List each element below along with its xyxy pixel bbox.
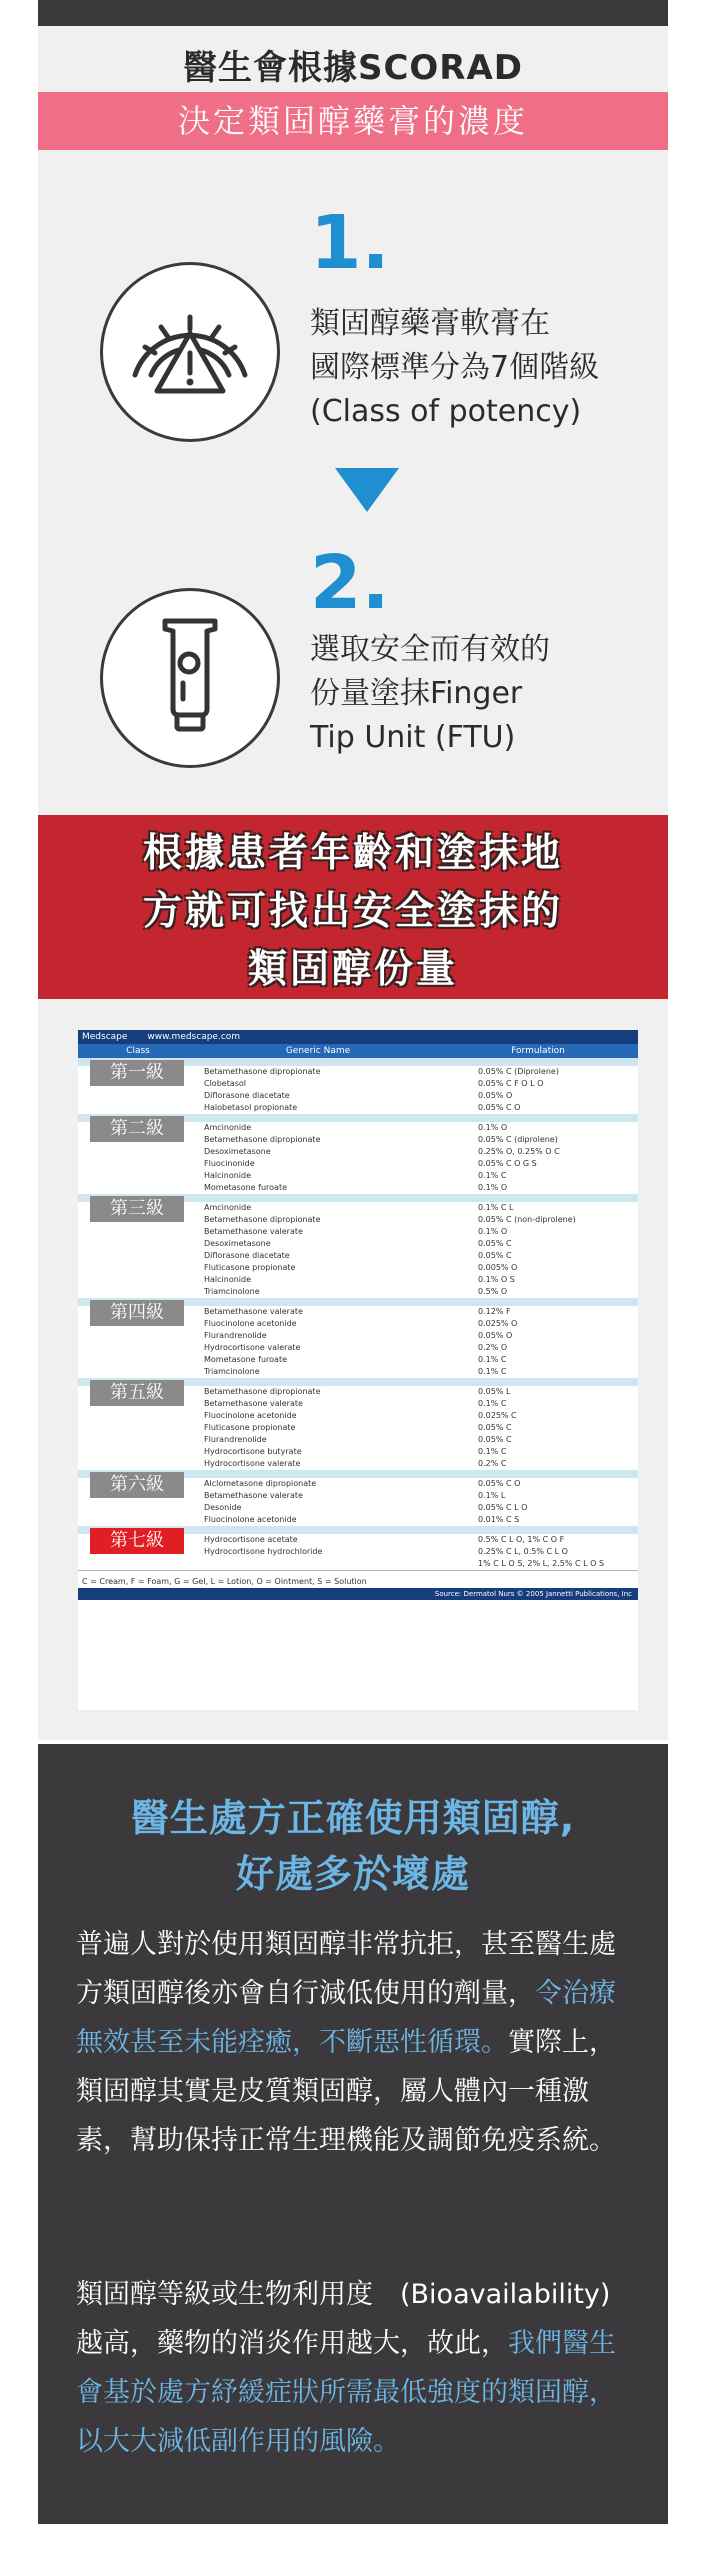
table-row	[198, 1274, 638, 1286]
banner-line	[0, 883, 706, 941]
group-body	[78, 1530, 638, 1570]
group-body	[78, 1118, 638, 1194]
potency-group	[78, 1378, 638, 1470]
table-row	[198, 1318, 638, 1330]
formulation-cell: 0.1% O	[478, 1123, 508, 1132]
paragraph-highlight: 令治療無效甚至未能痊癒，不斷惡性循環。	[76, 1978, 616, 2058]
generic-name-cell: Hydrocortisone hydrochloride	[204, 1547, 323, 1556]
potency-group	[78, 1470, 638, 1526]
generic-name-cell: Betamethasone dipropionate	[204, 1387, 321, 1396]
banner-line	[0, 825, 706, 883]
table-site-header	[78, 1030, 638, 1044]
generic-name-cell: Desonide	[204, 1503, 242, 1512]
class-badge: 第二級	[90, 1116, 184, 1142]
col-class: Class	[126, 1046, 150, 1056]
table-row	[198, 1478, 638, 1490]
table-row	[198, 1366, 638, 1378]
group-label-cell	[78, 1302, 198, 1378]
table-row	[198, 1434, 638, 1446]
generic-name-cell: Diflorasone diacetate	[204, 1251, 290, 1260]
group-rows	[198, 1534, 638, 1570]
group-body	[78, 1302, 638, 1378]
generic-name-cell: Amcinonide	[204, 1203, 252, 1212]
formulation-cell: 0.05% C (non-diprolene)	[478, 1215, 576, 1224]
table-row	[198, 1386, 638, 1398]
formulation-cell: 0.05% C	[478, 1435, 512, 1444]
paragraph-1	[76, 1920, 636, 2165]
generic-name-cell: Triamcinolone	[204, 1287, 260, 1296]
potency-group	[78, 1298, 638, 1378]
group-label-cell	[78, 1062, 198, 1114]
class-badge: 第六級	[90, 1472, 184, 1498]
step-2-line: Tip Unit (FTU)	[310, 720, 516, 755]
table-legend: C = Cream, F = Foam, G = Gel, L = Lotion, O = Ointment, S = Solution	[78, 1570, 638, 1588]
table-row	[198, 1514, 638, 1526]
paragraph-highlight: 我們醫生會基於處方紓緩症狀所需最低強度的類固醇，以大大減低副作用的風險。	[76, 2328, 616, 2457]
table-row	[198, 1446, 638, 1458]
table-row	[198, 1398, 638, 1410]
class-badge: 第五級	[90, 1380, 184, 1406]
formulation-cell: 0.05% C	[478, 1239, 512, 1248]
step-1-text	[310, 302, 599, 434]
table-row	[198, 1286, 638, 1298]
table-row	[198, 1090, 638, 1102]
section-title	[38, 1790, 668, 1902]
formulation-cell: 0.1% O	[478, 1183, 508, 1192]
table-row	[198, 1458, 638, 1470]
group-body	[78, 1382, 638, 1470]
formulation-cell: 0.05% C	[478, 1251, 512, 1260]
table-row	[198, 1422, 638, 1434]
class-badge: 第七級	[90, 1528, 184, 1554]
formulation-cell: 0.2% O	[478, 1343, 508, 1352]
paragraph-2	[76, 2270, 636, 2466]
table-row	[198, 1330, 638, 1342]
banner-line-text: 根據患者年齡和塗抹地	[142, 831, 563, 876]
formulation-cell: 0.05% C	[478, 1423, 512, 1432]
table-row	[198, 1262, 638, 1274]
generic-name-cell: Amcinonide	[204, 1123, 252, 1132]
table-row	[198, 1134, 638, 1146]
formulation-cell: 0.1% C	[478, 1355, 507, 1364]
group-label-cell	[78, 1530, 198, 1570]
generic-name-cell: Alclometasone dipropionate	[204, 1479, 317, 1488]
generic-name-cell: Triamcinolone	[204, 1367, 260, 1376]
warning-gauge-icon	[100, 262, 280, 442]
table-row	[198, 1502, 638, 1514]
formulation-cell: 0.1% C	[478, 1171, 507, 1180]
banner-line-text: 方就可找出安全塗抹的	[142, 889, 563, 934]
generic-name-cell: Fluocinolone acetonide	[204, 1319, 297, 1328]
table-row	[198, 1534, 638, 1546]
cream-tube-icon	[100, 588, 280, 768]
formulation-cell: 0.05% O	[478, 1091, 513, 1100]
site-url: www.medscape.com	[147, 1032, 241, 1042]
step-2-text	[310, 628, 550, 760]
generic-name-cell	[198, 1558, 438, 1570]
generic-name-cell: Halcinonide	[204, 1275, 252, 1284]
formulation-cell: 0.05% C O	[478, 1479, 521, 1488]
generic-name-cell: Betamethasone dipropionate	[204, 1215, 321, 1224]
banner-text	[0, 815, 706, 999]
banner-line-text: 類固醇份量	[247, 947, 458, 992]
table-row	[198, 1066, 638, 1078]
paragraph-text: 實際上，類固醇其實是皮質類固醇，屬人體內一種激素，幫助保持正常生理機能及調節免疫系統。	[76, 2027, 616, 2156]
formulation-cell: 0.1% C	[478, 1447, 507, 1456]
formulation-cell: 0.01% C S	[478, 1515, 520, 1524]
generic-name-cell: Betamethasone valerate	[204, 1491, 303, 1500]
group-rows	[198, 1478, 638, 1526]
formulation-cell: 0.05% C (Diprolene)	[478, 1067, 559, 1076]
section-title-line: 醫生處方正確使用類固醇,	[130, 1796, 576, 1840]
generic-name-cell: Mometasone furoate	[204, 1183, 288, 1192]
generic-name-cell: Fluticasone propionate	[204, 1263, 296, 1272]
table-row	[198, 1182, 638, 1194]
generic-name-cell: Hydrocortisone acetate	[204, 1535, 298, 1544]
table-row	[198, 1170, 638, 1182]
formulation-cell: 0.05% C O G S	[478, 1159, 537, 1168]
generic-name-cell: Betamethasone dipropionate	[204, 1135, 321, 1144]
generic-name-cell: Betamethasone valerate	[204, 1227, 303, 1236]
paragraph-text: 類固醇等級或生物利用度 (Bioavailability)越高，藥物的消炎作用越大，故此，	[76, 2279, 611, 2359]
formulation-cell: 1% C L O S, 2% L, 2.5% C L O S	[478, 1559, 605, 1568]
formulation-cell: 0.05% C (diprolene)	[478, 1135, 558, 1144]
table-row	[198, 1146, 638, 1158]
table-row	[198, 1122, 638, 1134]
page-title: 醫生會根據SCORAD	[182, 48, 524, 88]
generic-name-cell: Desoximetasone	[204, 1147, 271, 1156]
generic-name-cell: Diflorasone diacetate	[204, 1091, 290, 1100]
table-row	[198, 1238, 638, 1250]
table-source: Source: Dermatol Nurs © 2005 Jannetti Publications, Inc	[78, 1588, 638, 1600]
generic-name-cell: Mometasone furoate	[204, 1355, 288, 1364]
formulation-cell: 0.5% O	[478, 1287, 508, 1296]
group-rows	[198, 1066, 638, 1114]
table-row	[198, 1202, 638, 1214]
col-generic-name: Generic Name	[285, 1046, 351, 1056]
group-rows	[198, 1306, 638, 1378]
generic-name-cell: Fluocinolone acetonide	[204, 1515, 297, 1524]
formulation-cell: 0.25% O, 0.25% O C	[478, 1147, 560, 1156]
potency-table	[78, 1030, 638, 1710]
generic-name-cell: Hydrocortisone valerate	[204, 1343, 301, 1352]
generic-name-cell: Clobetasol	[204, 1079, 247, 1088]
formulation-cell: 0.1% C	[478, 1367, 507, 1376]
generic-name-cell: Betamethasone valerate	[204, 1307, 303, 1316]
generic-name-cell: Fluocinolone acetonide	[204, 1411, 297, 1420]
table-row	[198, 1214, 638, 1226]
down-arrow-icon	[335, 468, 399, 512]
group-body	[78, 1474, 638, 1526]
generic-name-cell: Flurandrenolide	[204, 1435, 267, 1444]
paragraph-text: 普遍人對於使用類固醇非常抗拒，甚至醫生處方類固醇後亦會自行減低使用的劑量，	[76, 1929, 616, 2009]
table-row	[198, 1158, 638, 1170]
generic-name-cell: Betamethasone dipropionate	[204, 1067, 321, 1076]
formulation-cell: 0.12% F	[478, 1307, 511, 1316]
generic-name-cell: Desoximetasone	[204, 1239, 271, 1248]
class-badge: 第一級	[90, 1060, 184, 1086]
formulation-cell: 0.5% C L O, 1% C O F	[478, 1535, 565, 1544]
bottom-strip	[38, 2524, 668, 2560]
formulation-cell: 0.005% O	[478, 1263, 518, 1272]
formulation-cell: 0.025% C	[478, 1411, 517, 1420]
formulation-cell: 0.1% C L	[478, 1203, 514, 1212]
formulation-cell: 0.1% O	[478, 1227, 508, 1236]
group-body	[78, 1062, 638, 1114]
generic-name-cell: Flurandrenolide	[204, 1331, 267, 1340]
step-1-number: 1.	[310, 200, 390, 286]
generic-name-cell: Fluticasone propionate	[204, 1423, 296, 1432]
col-formulation: Formulation	[511, 1046, 565, 1056]
group-rows	[198, 1122, 638, 1194]
page-subtitle-band: 決定類固醇藥膏的濃度	[38, 92, 668, 150]
site-name: Medscape	[82, 1032, 128, 1042]
table-row	[198, 1102, 638, 1114]
group-rows	[198, 1202, 638, 1298]
table-row	[198, 1558, 638, 1570]
table-groups	[78, 1058, 638, 1570]
step-1-line: 國際標準分為7個階級	[310, 350, 600, 385]
group-label-cell	[78, 1474, 198, 1526]
generic-name-cell: Fluocinonide	[204, 1159, 255, 1168]
generic-name-cell: Halobetasol propionate	[204, 1103, 298, 1112]
generic-name-cell: Hydrocortisone valerate	[204, 1459, 301, 1468]
table-row	[198, 1490, 638, 1502]
step-2-line: 份量塗抹Finger	[310, 676, 523, 711]
top-strip	[38, 0, 668, 26]
table-row	[198, 1250, 638, 1262]
generic-name-cell: Halcinonide	[204, 1171, 252, 1180]
table-row	[198, 1078, 638, 1090]
formulation-cell: 0.05% L	[478, 1387, 511, 1396]
class-badge: 第三級	[90, 1196, 184, 1222]
generic-name-cell: Betamethasone valerate	[204, 1399, 303, 1408]
section-title-line: 好處多於壞處	[235, 1852, 470, 1896]
table-row	[198, 1354, 638, 1366]
formulation-cell: 0.1% L	[478, 1491, 506, 1500]
table-row	[198, 1546, 638, 1558]
potency-group	[78, 1526, 638, 1570]
step-2-line: 選取安全而有效的	[310, 632, 550, 667]
step-1-line: (Class of potency)	[310, 394, 582, 429]
table-column-header	[78, 1044, 638, 1058]
formulation-cell: 0.05% C F O L O	[478, 1079, 544, 1088]
potency-group	[78, 1058, 638, 1114]
table-row	[198, 1410, 638, 1422]
potency-group	[78, 1114, 638, 1194]
group-label-cell	[78, 1118, 198, 1194]
group-label-cell	[78, 1198, 198, 1298]
formulation-cell: 0.05% O	[478, 1331, 513, 1340]
step-2-number: 2.	[310, 540, 390, 626]
formulation-cell: 0.2% C	[478, 1459, 507, 1468]
formulation-cell: 0.05% C L O	[478, 1503, 528, 1512]
table-row	[198, 1306, 638, 1318]
step-1-line: 類固醇藥膏軟膏在	[310, 306, 550, 341]
banner-line	[0, 941, 706, 999]
generic-name-cell: Hydrocortisone butyrate	[204, 1447, 302, 1456]
group-rows	[198, 1386, 638, 1470]
group-label-cell	[78, 1382, 198, 1470]
group-body	[78, 1198, 638, 1298]
formulation-cell: 0.025% O	[478, 1319, 518, 1328]
formulation-cell: 0.25% C L, 0.5% C L O	[478, 1547, 568, 1556]
class-badge: 第四級	[90, 1300, 184, 1326]
table-row	[198, 1226, 638, 1238]
formulation-cell: 0.1% C	[478, 1399, 507, 1408]
potency-group	[78, 1194, 638, 1298]
table-row	[198, 1342, 638, 1354]
formulation-cell: 0.1% O S	[478, 1275, 515, 1284]
formulation-cell: 0.05% C O	[478, 1103, 521, 1112]
